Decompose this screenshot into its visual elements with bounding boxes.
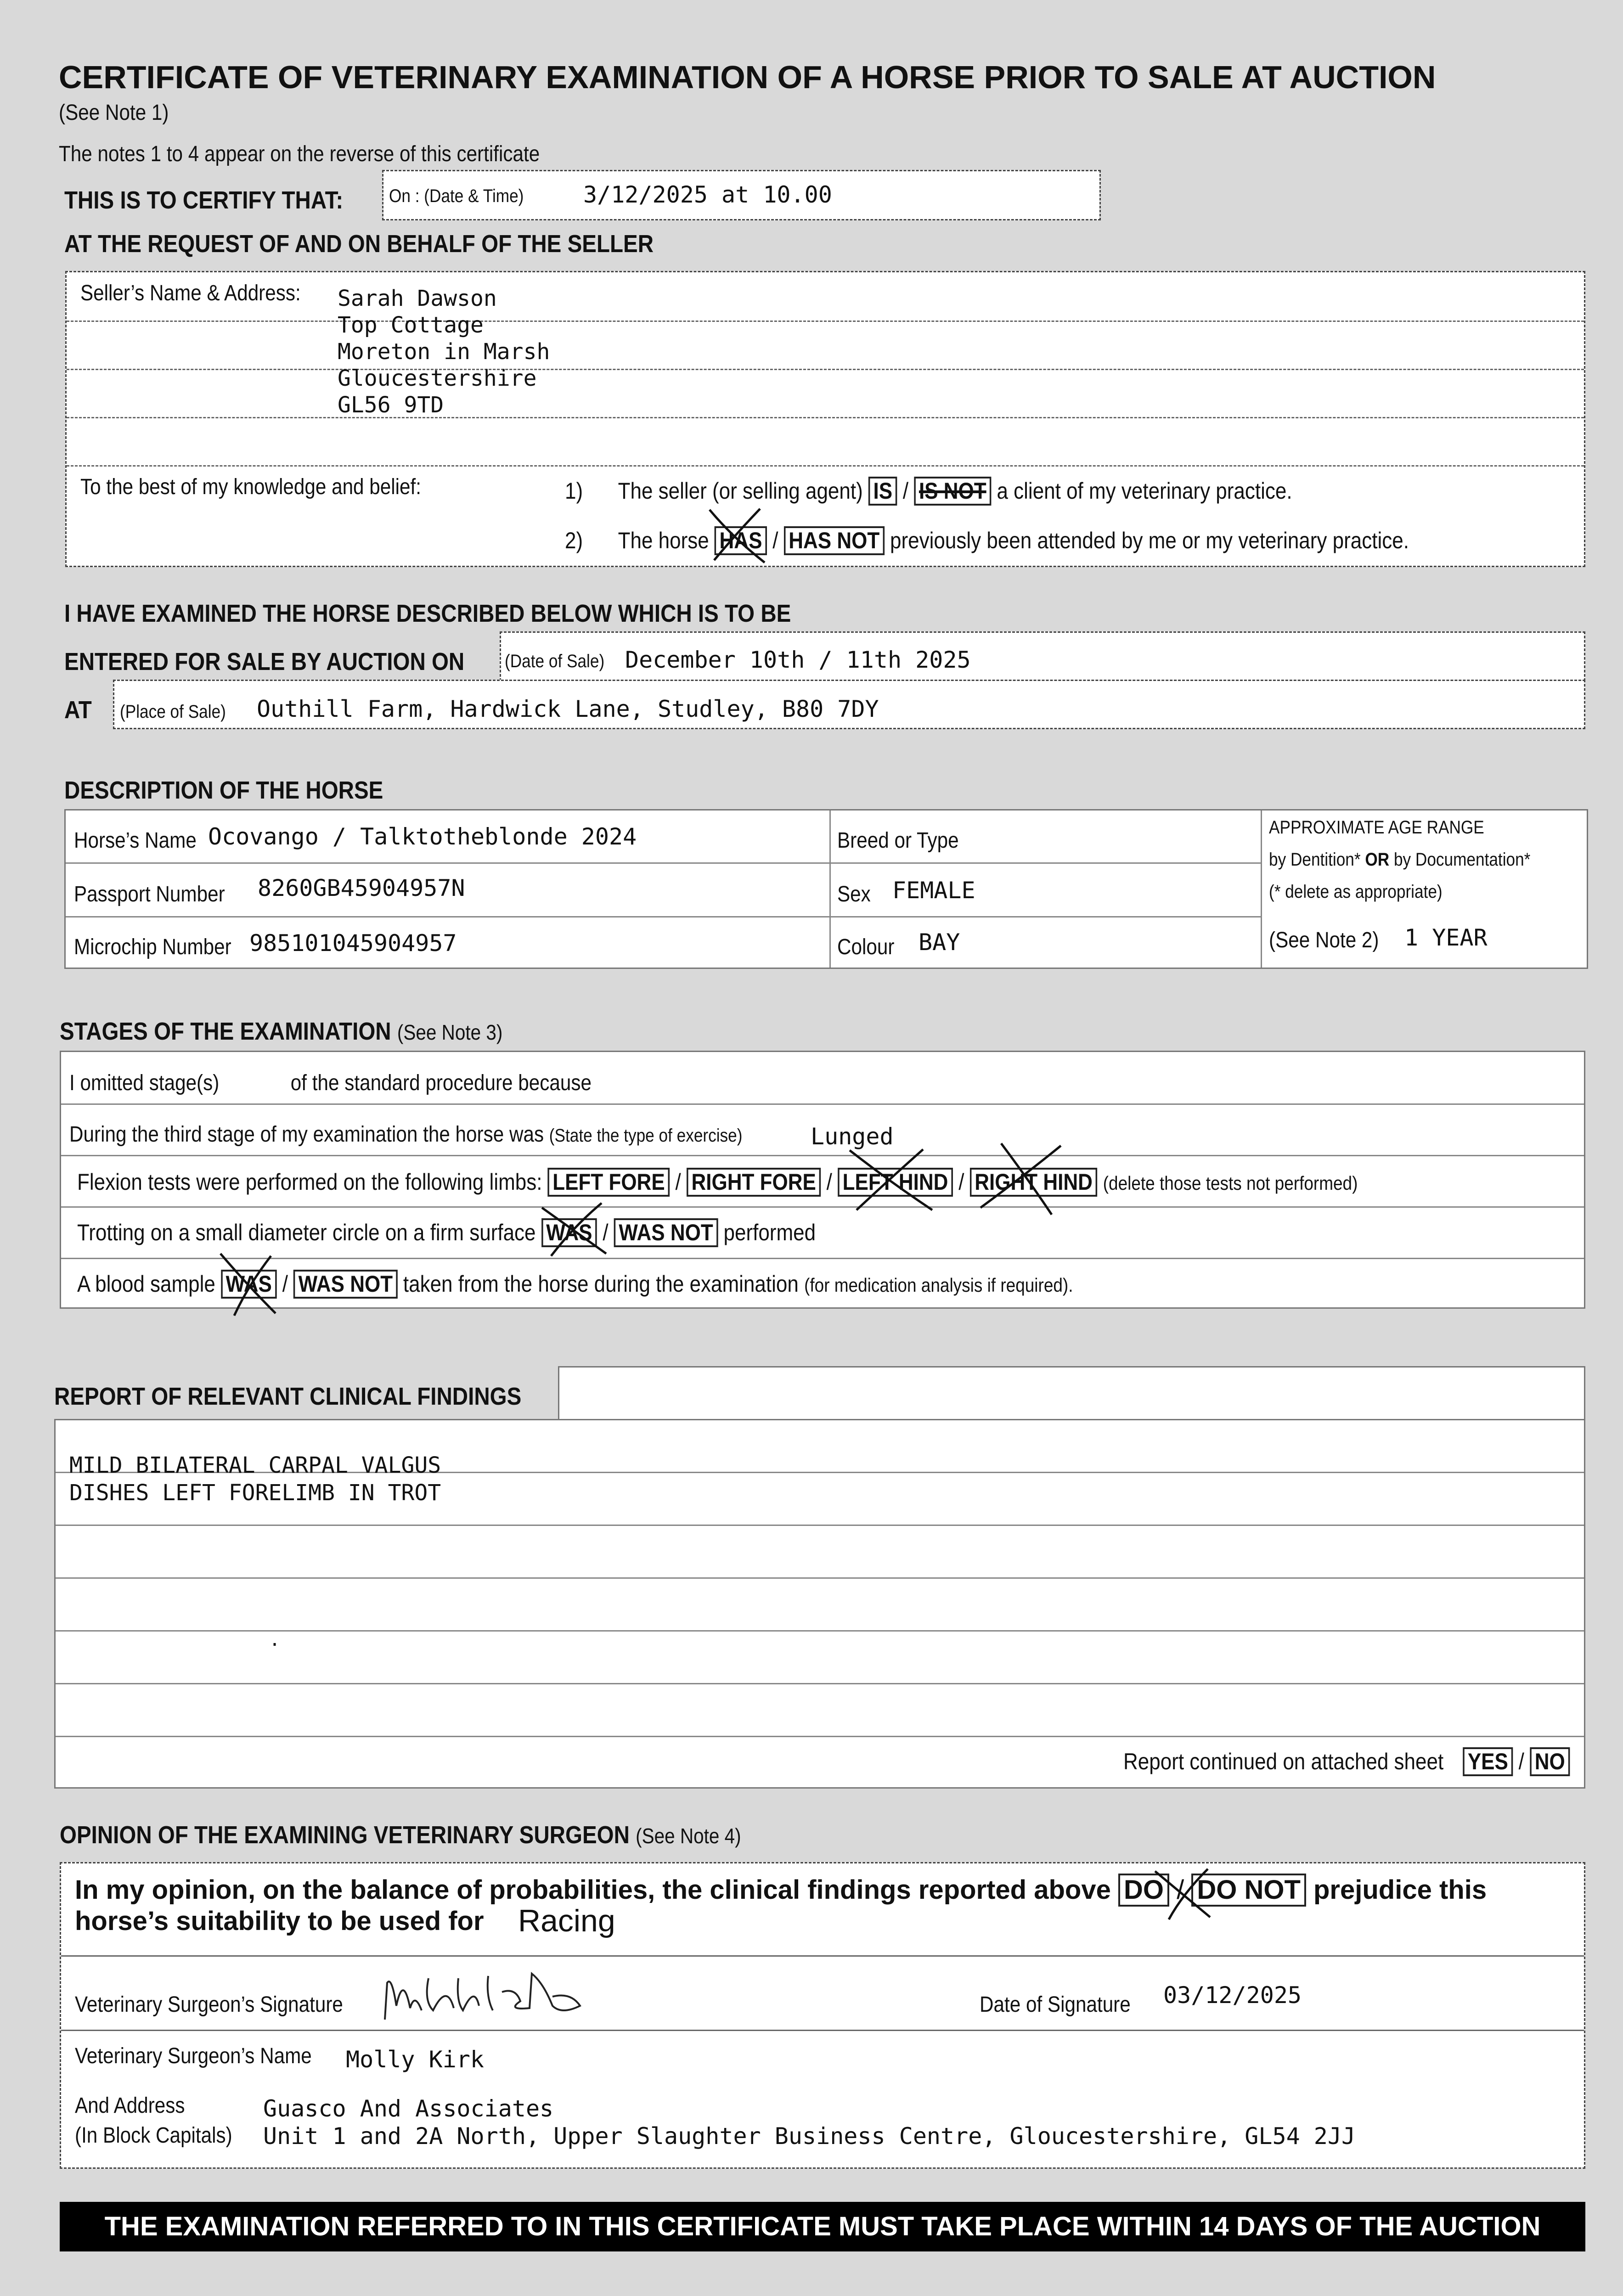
option-has-not[interactable]: HAS NOT — [784, 526, 885, 555]
age-value: 1 YEAR — [1404, 924, 1488, 951]
passport-value: 8260GB45904957N — [258, 875, 465, 901]
blood-was-not[interactable]: WAS NOT — [293, 1270, 397, 1299]
signature-image — [378, 1964, 594, 2024]
signature-label: Veterinary Surgeon’s Signature — [75, 1992, 343, 2017]
age-see-note: (See Note 2) — [1269, 928, 1379, 952]
certificate-title: CERTIFICATE OF VETERINARY EXAMINATION OF A HORSE PRIOR TO SALE AT AUCTION — [59, 59, 1436, 95]
colour-value: BAY — [919, 929, 960, 956]
cross-mark-do — [1150, 1867, 1215, 1922]
limb-left-fore[interactable]: LEFT FORE — [548, 1168, 670, 1197]
findings-header-box — [558, 1366, 1585, 1420]
limb-left-hind[interactable]: LEFT HIND — [838, 1168, 953, 1197]
horse-section-label: DESCRIPTION OF THE HORSE — [64, 777, 383, 804]
seller-label: Seller’s Name & Address: — [80, 281, 301, 305]
footer-banner: THE EXAMINATION REFERRED TO IN THIS CERTIFICATE MUST TAKE PLACE WITHIN 14 DAYS OF THE AUCTION — [60, 2202, 1585, 2251]
option-is-not[interactable]: IS NOT — [914, 477, 991, 506]
findings-text — [69, 1452, 441, 1507]
cross-mark-trot-was — [537, 1199, 611, 1258]
opinion-statement: In my opinion, on the balance of probabilities, the clinical findings reported above DO / DO NOT prejudice this — [75, 1874, 1487, 1907]
breed-label: Breed or Type — [837, 828, 959, 853]
cross-mark-has — [705, 505, 769, 565]
cross-mark-blood-was — [216, 1249, 280, 1318]
opinion-box — [60, 1862, 1585, 2169]
date-of-signature-value: 03/12/2025 — [1163, 1982, 1302, 2009]
address-label: And Address — [75, 2093, 185, 2118]
age-delete-note: (* delete as appropriate) — [1269, 882, 1443, 902]
third-stage-value: Lunged — [811, 1123, 894, 1150]
continued-yes[interactable]: YES — [1463, 1747, 1513, 1776]
seller-line: Gloucestershire — [338, 366, 537, 391]
opinion-do-not[interactable]: DO NOT — [1191, 1874, 1306, 1907]
request-label: AT THE REQUEST OF AND ON BEHALF OF THE SELLER — [64, 230, 654, 258]
date-of-sale-value: December 10th / 11th 2025 — [625, 647, 971, 673]
seller-line: Top Cottage — [338, 312, 484, 338]
horse-name-label: Horse’s Name — [74, 828, 197, 853]
opinion-section-label: OPINION OF THE EXAMINING VETERINARY SURGEON (See Note 4) — [60, 1821, 741, 1849]
on-date-label: On : (Date & Time) — [389, 186, 524, 206]
option-has[interactable]: HAS — [715, 526, 767, 555]
colour-label: Colour — [837, 935, 895, 959]
stages-section-label: STAGES OF THE EXAMINATION (See Note 3) — [60, 1018, 503, 1045]
blood-row: A blood sample WAS / WAS NOT taken from the horse during the examination (for medication analysis if required). — [77, 1270, 1073, 1299]
place-of-sale-value: Outhill Farm, Hardwick Lane, Studley, B80 7DY — [257, 696, 879, 722]
sex-value: FEMALE — [892, 877, 975, 904]
flexion-row: Flexion tests were performed on the following limbs: LEFT FORE / RIGHT FORE / LEFT HIND / RIGHT HIND (delete those tests not performed) — [77, 1168, 1358, 1197]
address-label-2: (In Block Capitals) — [75, 2123, 232, 2148]
horse-name-value: Ocovango / Talktotheblonde 2024 — [208, 823, 637, 850]
opinion-statement-line2: horse’s suitability to be used for — [75, 1906, 484, 1936]
third-stage-row: During the third stage of my examination the horse was (State the type of exercise) — [69, 1122, 743, 1147]
address-line-2: Unit 1 and 2A North, Upper Slaughter Business Centre, Gloucestershire, GL54 2JJ — [263, 2123, 1356, 2150]
microchip-value: 985101045904957 — [249, 930, 457, 957]
seller-address — [338, 285, 550, 418]
on-date-value: 3/12/2025 at 10.00 — [583, 181, 832, 208]
cross-mark-left-hind — [845, 1146, 937, 1215]
stray-mark: . — [269, 1629, 281, 1650]
age-title: APPROXIMATE AGE RANGE — [1269, 817, 1484, 838]
findings-section-label: REPORT OF RELEVANT CLINICAL FINDINGS — [54, 1383, 522, 1410]
opinion-use-value: Racing — [518, 1903, 615, 1938]
vet-name-label: Veterinary Surgeon’s Name — [75, 2044, 312, 2068]
trot-was-not[interactable]: WAS NOT — [614, 1218, 718, 1247]
omitted-row: I omitted stage(s) of the standard procedure because — [69, 1071, 592, 1095]
seller-line: GL56 9TD — [338, 392, 444, 418]
trot-was[interactable]: WAS — [541, 1218, 597, 1247]
trot-row: Trotting on a small diameter circle on a firm surface WAS / WAS NOT performed — [77, 1218, 816, 1247]
place-of-sale-field[interactable] — [113, 680, 1585, 729]
microchip-label: Microchip Number — [74, 935, 231, 959]
seller-box — [65, 271, 1585, 567]
horse-table — [64, 809, 1588, 969]
seller-line: Moreton in Marsh — [338, 339, 550, 365]
continued-row: Report continued on attached sheet YES / NO — [1123, 1747, 1570, 1776]
notes-line: The notes 1 to 4 appear on the reverse of this certificate — [59, 142, 540, 166]
cross-mark-right-hind — [974, 1139, 1065, 1217]
continued-no[interactable]: NO — [1530, 1747, 1570, 1776]
opinion-do[interactable]: DO — [1118, 1874, 1169, 1907]
finding-line: MILD BILATERAL CARPAL VALGUS — [69, 1452, 441, 1478]
age-methods: by Dentition* OR by Documentation* — [1269, 850, 1531, 870]
entered-label: ENTERED FOR SALE BY AUCTION ON — [64, 648, 465, 675]
date-of-sale-field[interactable] — [500, 631, 1585, 681]
examined-label: I HAVE EXAMINED THE HORSE DESCRIBED BELOW WHICH IS TO BE — [64, 600, 791, 627]
option-is[interactable]: IS — [868, 477, 897, 506]
finding-line: DISHES LEFT FORELIMB IN TROT — [69, 1480, 441, 1506]
at-label: AT — [64, 696, 92, 724]
blood-was[interactable]: WAS — [221, 1270, 276, 1299]
seller-line: Sarah Dawson — [338, 286, 497, 311]
item2: 2) The horse HAS / HAS NOT previously been attended by me or my veterinary practice. — [565, 526, 1409, 555]
see-note-1: (See Note 1) — [59, 101, 169, 125]
date-of-sale-label: (Date of Sale) — [505, 651, 605, 671]
on-date-field[interactable] — [382, 170, 1101, 220]
date-of-signature-label: Date of Signature — [980, 1992, 1131, 2017]
limb-right-fore[interactable]: RIGHT FORE — [687, 1168, 821, 1197]
limb-right-hind[interactable]: RIGHT HIND — [970, 1168, 1098, 1197]
passport-label: Passport Number — [74, 882, 225, 906]
sex-label: Sex — [837, 882, 871, 906]
certify-label: THIS IS TO CERTIFY THAT: — [64, 186, 344, 214]
findings-box[interactable] — [54, 1419, 1585, 1789]
stages-table — [60, 1051, 1585, 1309]
place-of-sale-label: (Place of Sale) — [120, 702, 226, 722]
item1: 1) The seller (or selling agent) IS / IS NOT a client of my veterinary practice. — [565, 477, 1292, 506]
belief-label: To the best of my knowledge and belief: — [80, 475, 422, 499]
vet-name-value: Molly Kirk — [346, 2046, 485, 2073]
address-line-1: Guasco And Associates — [263, 2095, 554, 2122]
